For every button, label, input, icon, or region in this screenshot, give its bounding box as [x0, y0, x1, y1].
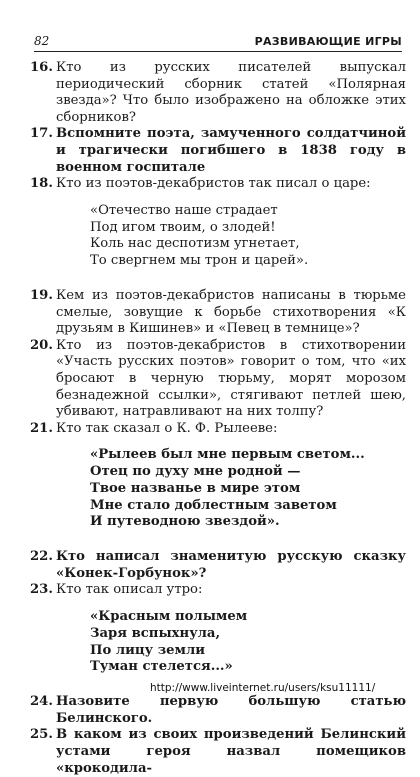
question-text: Кто из поэтов-декабристов так писал о царе: [56, 176, 371, 192]
question-number: 21. [30, 420, 53, 436]
verse-line: «Отечество наше страдает [90, 202, 278, 218]
question-text: Кто написал знаменитую русскую сказку «Конек-Горбунок»? [56, 549, 406, 581]
page-header [34, 30, 402, 52]
question-text: Кто так сказал о К. Ф. Рылееве: [56, 420, 278, 436]
question-number: 19. [30, 287, 53, 303]
page-number: 82 [34, 34, 50, 48]
verse-line: Туман стелется...» [90, 659, 233, 675]
question-16 [30, 60, 406, 126]
question-number: 16. [30, 60, 53, 75]
verse-line: По лицу земли [90, 642, 206, 658]
verse-line: И путеводною звездой». [90, 514, 280, 530]
verse-line: Мне стало доблестным заветом [90, 497, 337, 513]
verse-line: «Рылеев был мне первым светом... [90, 447, 365, 463]
question-text: Кто так описал утро: [56, 582, 203, 598]
question-number: 25. [30, 727, 53, 743]
question-text: Кем из поэтов-декабристов написаны в тюрьме смелые, зовущие к борьбе стихотворения «К друзьям в Кишинев» и «Певец в темнице»? [56, 287, 406, 337]
question-20 [30, 338, 406, 421]
verse-line: Под игом твоим, о злодей! [90, 219, 276, 235]
question-text: Вспомните поэта, замученного солдатчиной и трагически погибшего в 1838 году в военном госпитале [56, 126, 406, 175]
question-text: Кто из поэтов-декабристов в стихотворении «Участь русских поэтов» говорит о том, что «их бросают в черную тюрьму, морят морозом безнадежной ссылки», стягивают петлей шею, убивают, натравливают на них толпу? [56, 337, 406, 420]
page-content [30, 60, 406, 777]
source-url: http://www.liveinternet.ru/users/ksu11111/ [150, 682, 376, 694]
question-number: 17. [30, 126, 53, 142]
question-25 [30, 727, 406, 777]
question-17 [30, 126, 406, 176]
question-18 [30, 176, 406, 193]
question-number: 24. [30, 694, 53, 710]
question-number: 20. [30, 337, 53, 353]
verse-line: Твое названье в мире этом [90, 480, 301, 496]
question-23 [30, 582, 406, 599]
verse-line: То свергнем мы трон и царей». [90, 253, 309, 269]
question-text: Кто из русских писателей выпускал периодический сборник статей «Полярная звезда»? Что было изображено на обложке этих сборников? [56, 60, 406, 125]
question-number: 22. [30, 549, 53, 565]
question-text: В каком из своих произведений Белинский устами героя назвал помещиков «крокодила- [56, 727, 406, 776]
verse-line: Коль нас деспотизм угнетает, [90, 236, 300, 252]
verse-18 [90, 203, 406, 270]
question-22 [30, 549, 406, 582]
question-21 [30, 421, 406, 438]
question-19 [30, 288, 406, 338]
question-24 [30, 694, 406, 727]
question-text: Назовите первую большую статью Белинского. [56, 694, 406, 726]
verse-23 [90, 609, 406, 676]
verse-21 [90, 447, 406, 531]
question-number: 23. [30, 582, 53, 598]
running-title: РАЗВИВАЮЩИЕ ИГРЫ [254, 35, 402, 48]
verse-line: Отец по духу мне родной — [90, 464, 301, 480]
question-number: 18. [30, 176, 53, 192]
verse-line: Заря вспыхнула, [90, 625, 221, 641]
verse-line: «Красным полымем [90, 609, 248, 625]
